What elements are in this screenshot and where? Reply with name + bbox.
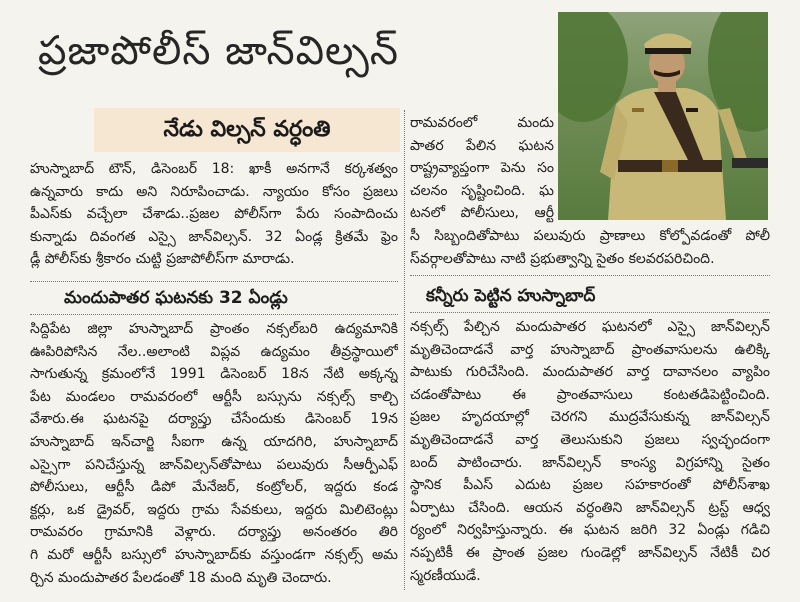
body-line: నక్సల్స్ పేల్చిన మందుపాతర ఘటనలో ఎస్సై జాన్‌విల్సన్ (410, 319, 770, 335)
body-line: పోలీసులు, ఆర్టీసీ డిపో మేనేజర్, కంట్రోలర్, ఇద్దరు కండ (30, 479, 398, 496)
intro-line: పీఎస్‌కు వచ్చేలా చేశాడు..ప్రజల పోలీస్‌గా పేరు సంపాదించు (30, 206, 398, 223)
column2-narrow-paragraph (410, 112, 554, 225)
divider (30, 314, 398, 315)
body-line: ఊపిరిపోసిన నేల..అలాంటి విప్లవ ఉద్యమం తీవ్రస్థాయిలో (30, 343, 398, 360)
intro-line: డ్లీ పోలీస్‌కు శ్రీకారం చుట్టి ప్రజాపోలీస్‌గా మారాడు. (30, 251, 295, 268)
body-line: క్టర్లు, ఒక డ్రైవర్, ఇద్దరు గ్రామ సేవకులు, ఇద్దరు మిలిటెంట్లు (30, 501, 398, 518)
body-line: చలనం సృష్టించింది. ఘ (410, 182, 554, 199)
body-line: చడంతోపాటు ఈ ప్రాంతవాసులు కంటతడిపెట్టించింది. (410, 386, 770, 403)
statue-photo (558, 12, 768, 220)
intro-line: హుస్నాబాద్ టౌన్, డిసెంబర్ 18: ఖాకీ అనగానే కర్కశత్వం (30, 161, 398, 177)
column2-wide-paragraph (410, 225, 770, 270)
body-line: హుస్నాబాద్ ఇన్‌చార్జి సీఐగా ఉన్న యాదగిరి, హుస్నాబాద్ (30, 433, 398, 450)
body-line: సీ సిబ్బందితోపాటు పలువురు ప్రాణాలు కోల్పోవడంతో పోలీ (410, 228, 770, 244)
body-line: బంద్ పాటించారు. జాన్‌విల్సన్ కాంస్య విగ్రహాన్ని సైతం (410, 454, 770, 471)
body-line: మృతిచెందాడనే వార్త హుస్నాబాద్ ప్రాంతవాసులను ఉలిక్కి (410, 341, 770, 358)
divider (30, 281, 398, 282)
intro-line: కున్నాడు దివంగత ఎస్సై జాన్‌విల్సన్. 32 ఏండ్ల క్రితమే ఫ్రెం (30, 228, 398, 245)
body-line: మృతిచెందాడనే వార్త తెలుసుకుని ప్రజలు స్వచ్ఛందంగా (410, 431, 770, 448)
body-line: రాష్ట్రవ్యాప్తంగా పెను సం (410, 160, 554, 177)
body-line: ఏర్పాటు చేసింది. ఆయన వర్ధంతిని జాన్‌విల్సన్ ట్రస్ట్ ఆధ్వ (410, 499, 770, 516)
body-line: పాతర పేలిన ఘటన (410, 137, 554, 154)
body-line: రామవరం గ్రామానికి వెళ్లారు. దర్యాప్తు అనంతరం తిరి (30, 524, 398, 541)
body-line: పాటుకు గురిచేసింది. మందుపాతర వార్త దావానలం వ్యాపిం (410, 364, 770, 381)
body-line: సాగుతున్న క్రమంలోనే 1991 డిసెంబర్ 18న నేటి అక్కన్న (30, 366, 398, 383)
subheading: నేడు విల్సన్ వర్ధంతి (94, 108, 400, 152)
intro-paragraph (30, 158, 398, 271)
body-line: స్థానిక పీఎస్ ఎదుట ప్రజల సహకారంతో పోలీస్‌శాఖ (410, 477, 770, 494)
body-line: రామవరంలో మందు (410, 115, 554, 131)
body-line: గి మరో ఆర్టీసీ బస్సులో హుస్నాబాద్‌కు వస్తుండగా నక్సల్స్ అమ (30, 546, 398, 563)
section-heading-landmine: మందుపాతర ఘటనకు 32 ఏండ్లు (64, 288, 288, 308)
body-line: నప్పటికీ ఈ ప్రాంత ప్రజల గుండెల్లో జాన్‌విల్సన్ నేటికీ చిర (410, 544, 770, 561)
body-line: ర్చిన మందుపాతర పేలడంతో 18 మంది మృతి చెందారు. (30, 569, 332, 586)
headline: ప్రజాపోలీస్ జాన్‌విల్సన్ (38, 28, 399, 74)
body-line: సిద్దిపేట జిల్లా హుస్నాబాద్ ప్రాంతం నక్సల్‌బరి ఉద్యమానికి (30, 321, 398, 337)
divider (410, 275, 770, 276)
body-line: వేశారు.ఈ ఘటనపై దర్యాప్తు చేసేందుకు డిసెంబర్ 19న (30, 411, 398, 428)
body-line: టనలో పోలీసులు, ఆర్టీ (410, 205, 554, 222)
section-body-landmine (30, 318, 398, 589)
body-line: స్‌వర్గాలతోపాటు నాటి ప్రభుత్వాన్ని సైతం కలవరపరిచింది. (410, 250, 715, 267)
body-line: ర్యంలో నిర్వహిస్తున్నారు. ఈ ఘటన జరిగి 32 ఏండ్లు గడిచి (410, 522, 770, 539)
police-statue-icon (558, 12, 768, 220)
divider (410, 312, 770, 313)
section-heading-tears: కన్నీరు పెట్టిన హుస్నాబాద్ (426, 286, 596, 306)
body-line: పేట మండలం రామవరంలో ఆర్టీసీ బస్సును నక్సల్స్ కాల్చి (30, 388, 398, 405)
column-divider (404, 110, 405, 590)
body-line: ఎస్సైగా పనిచేస్తున్న జాన్‌విల్సన్‌తోపాటు పలువురు సీఆర్పీఎఫ్ (30, 456, 398, 473)
intro-line: ఉన్నవారు కాదు అని నిరూపించాడు. న్యాయం కోసం ప్రజలు (30, 183, 398, 200)
body-line: స్మరణీయుడే. (410, 567, 481, 584)
section-body-tears (410, 316, 770, 587)
body-line: ప్రజల హృదయాల్లో చెరగని ముద్రవేసుకున్న జాన్‌విల్సన్ (410, 409, 770, 426)
